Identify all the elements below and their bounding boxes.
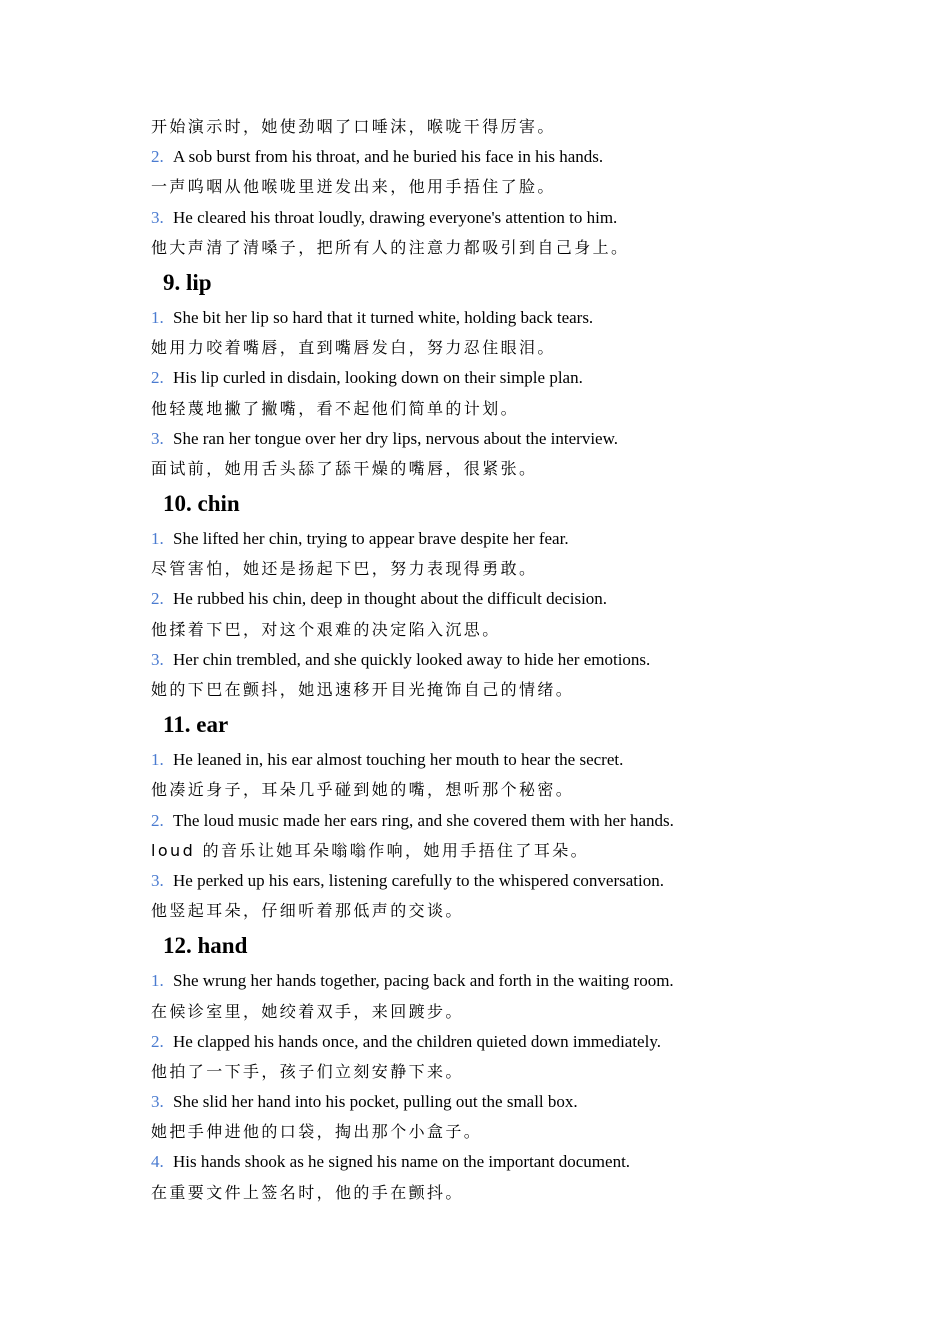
chinese-translation: 在重要文件上签名时，他的手在颤抖。: [151, 1182, 464, 1202]
chinese-translation: 一声呜咽从他喉咙里迸发出来，他用手捂住了脸。: [151, 177, 556, 197]
english-sentence: His hands shook as he signed his name on the important document.: [173, 1152, 631, 1172]
example-sentence: [151, 303, 851, 333]
english-sentence: He perked up his ears, listening carefully to the whispered conversation.: [173, 870, 664, 890]
sentence-number: 4.: [151, 1152, 164, 1172]
sentence-number: 1.: [151, 971, 164, 991]
english-sentence: She slid her hand into his pocket, pulling out the small box.: [173, 1092, 578, 1112]
english-sentence: She ran her tongue over her dry lips, nervous about the interview.: [173, 428, 619, 448]
english-sentence: Her chin trembled, and she quickly looked away to hide her emotions.: [173, 649, 651, 669]
sentence-number: 3.: [151, 870, 164, 890]
chinese-translation: loud 的音乐让她耳朵嗡嗡作响，她用手捂住了耳朵。: [151, 840, 590, 860]
chinese-translation: 他轻蔑地撇了撇嘴，看不起他们简单的计划。: [151, 398, 520, 418]
english-sentence: She lifted her chin, trying to appear brave despite her fear.: [173, 529, 569, 549]
sentence-number: 1.: [151, 529, 164, 549]
english-sentence: She wrung her hands together, pacing back and forth in the waiting room.: [173, 971, 674, 991]
example-sentence: [151, 524, 851, 554]
example-sentence: [151, 806, 851, 836]
section-heading: 12. hand: [163, 933, 248, 959]
section-heading: 10. chin: [163, 491, 240, 517]
example-sentence: [151, 1087, 851, 1117]
sentence-number: 1.: [151, 750, 164, 770]
english-sentence: The loud music made her ears ring, and she covered them with her hands.: [173, 810, 674, 830]
english-sentence: He rubbed his chin, deep in thought about the difficult decision.: [173, 589, 608, 609]
document-page: [151, 112, 851, 1208]
chinese-translation: 面试前，她用舌头舔了舔干燥的嘴唇，很紧张。: [151, 458, 538, 478]
example-sentence: [151, 424, 851, 454]
chinese-translation: 他揉着下巴，对这个艰难的决定陷入沉思。: [151, 619, 501, 639]
chinese-translation: 在候诊室里，她绞着双手，来回踱步。: [151, 1001, 464, 1021]
sentence-number: 1.: [151, 307, 164, 327]
document-content: [151, 142, 851, 1208]
example-sentence: [151, 745, 851, 775]
english-sentence: He cleared his throat loudly, drawing everyone's attention to him.: [173, 207, 618, 227]
chinese-translation: 他拍了一下手，孩子们立刻安静下来。: [151, 1061, 464, 1081]
example-sentence: [151, 584, 851, 614]
example-sentence: [151, 1027, 851, 1057]
example-sentence: [151, 1147, 851, 1177]
chinese-translation: 他竖起耳朵，仔细听着那低声的交谈。: [151, 901, 464, 921]
example-sentence: [151, 645, 851, 675]
sentence-number: 2.: [151, 589, 164, 609]
intro-translation: 开始演示时，她使劲咽了口唾沫，喉咙干得厉害。: [151, 117, 556, 136]
example-sentence: [151, 363, 851, 393]
section-heading: 11. ear: [163, 712, 229, 738]
english-sentence: A sob burst from his throat, and he buried his face in his hands.: [173, 147, 604, 167]
chinese-translation: 尽管害怕，她还是扬起下巴，努力表现得勇敢。: [151, 559, 538, 579]
sentence-number: 2.: [151, 810, 164, 830]
chinese-translation: 她的下巴在颤抖，她迅速移开目光掩饰自己的情绪。: [151, 680, 575, 699]
example-sentence: [151, 866, 851, 896]
chinese-translation: 他大声清了清嗓子，把所有人的注意力都吸引到自己身上。: [151, 237, 630, 257]
sentence-number: 3.: [151, 649, 164, 669]
chinese-translation: 她把手伸进他的口袋，掏出那个小盒子。: [151, 1122, 483, 1142]
chinese-translation: 她用力咬着嘴唇，直到嘴唇发白，努力忍住眼泪。: [151, 338, 556, 358]
sentence-number: 3.: [151, 207, 164, 227]
english-sentence: He clapped his hands once, and the children quieted down immediately.: [173, 1031, 661, 1051]
example-sentence: [151, 142, 851, 172]
example-sentence: [151, 966, 851, 996]
english-sentence: His lip curled in disdain, looking down on their simple plan.: [173, 368, 583, 388]
sentence-number: 3.: [151, 1092, 164, 1112]
example-sentence: [151, 203, 851, 233]
english-sentence: He leaned in, his ear almost touching her mouth to hear the secret.: [173, 750, 624, 770]
sentence-number: 2.: [151, 1031, 164, 1051]
section-heading: 9. lip: [163, 269, 212, 295]
sentence-number: 2.: [151, 147, 164, 167]
sentence-number: 3.: [151, 428, 164, 448]
chinese-translation: 他凑近身子，耳朵几乎碰到她的嘴，想听那个秘密。: [151, 780, 575, 800]
sentence-number: 2.: [151, 368, 164, 388]
english-sentence: She bit her lip so hard that it turned white, holding back tears.: [173, 307, 594, 327]
